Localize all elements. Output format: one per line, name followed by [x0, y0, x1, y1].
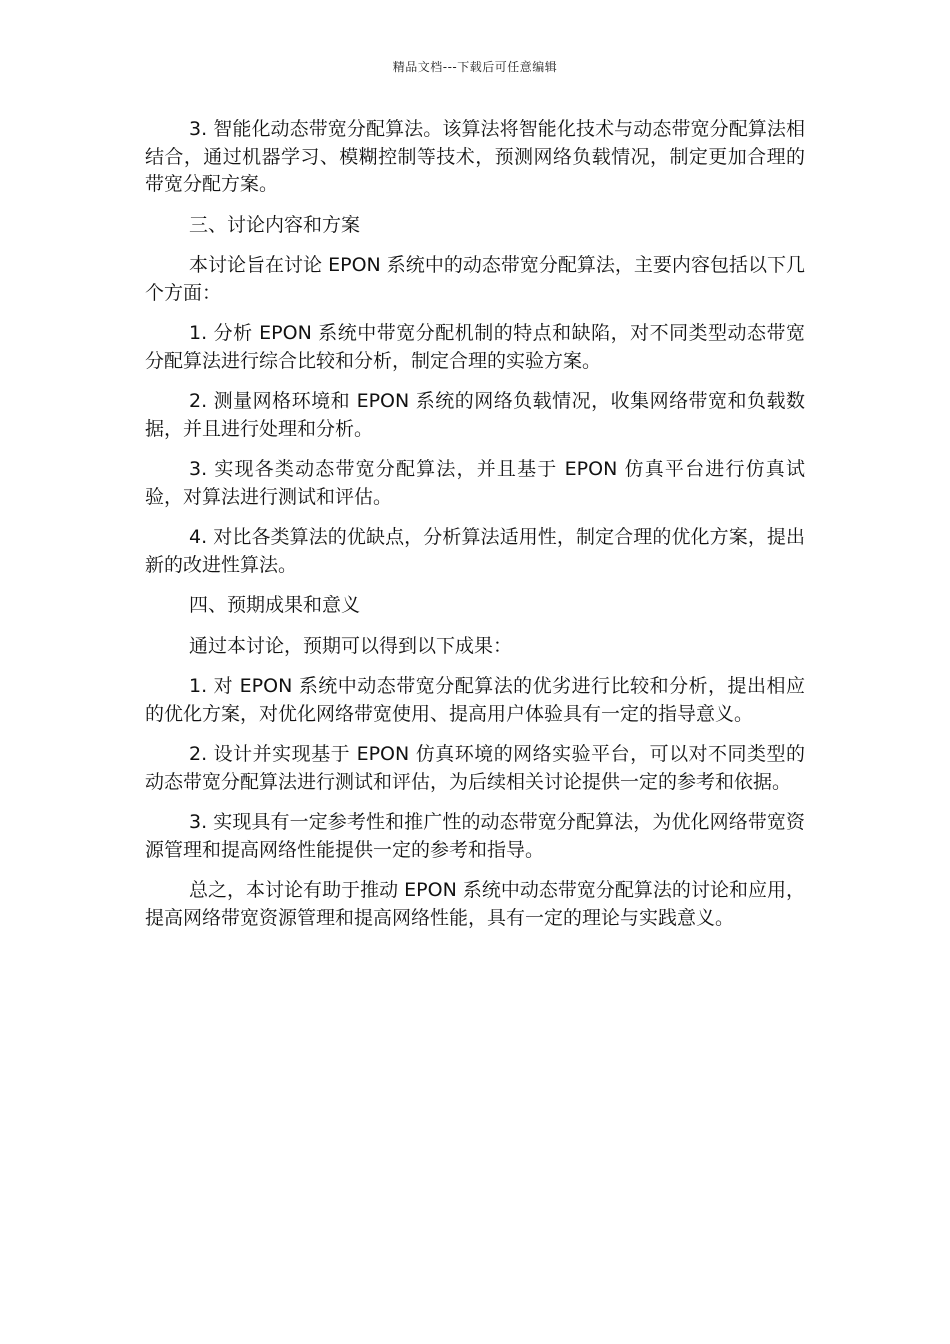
paragraph-result-item-1: 1. 对 EPON 系统中动态带宽分配算法的优劣进行比较和分析，提出相应的优化方案，对优化网络带宽使用、提高用户体验具有一定的指导意义。 — [145, 675, 805, 725]
paragraph-result-item-3: 3. 实现具有一定参考性和推广性的动态带宽分配算法，为优化网络带宽资源管理和提高网络性能提供一定的参考和指导。 — [145, 811, 805, 861]
paragraph-result-item-2: 2. 设计并实现基于 EPON 仿真环境的网络实验平台，可以对不同类型的动态带宽分配算法进行测试和评估，为后续相关讨论提供一定的参考和依据。 — [145, 743, 805, 793]
paragraph-plan-item-3: 3. 实现各类动态带宽分配算法，并且基于 EPON 仿真平台进行仿真试验，对算法进行测试和评估。 — [145, 458, 805, 508]
section-heading-expected-results: 四、预期成果和意义 — [189, 594, 361, 616]
paragraph-results-intro: 通过本讨论，预期可以得到以下成果： — [189, 634, 513, 657]
document-body — [145, 116, 805, 945]
paragraph-plan-item-2: 2. 测量网格环境和 EPON 系统的网络负载情况，收集网络带宽和负载数据，并且进行处理和分析。 — [145, 390, 805, 440]
paragraph-conclusion: 总之，本讨论有助于推动 EPON 系统中动态带宽分配算法的讨论和应用，提高网络带宽资源管理和提高网络性能，具有一定的理论与实践意义。 — [145, 879, 805, 929]
paragraph-plan-item-1: 1. 分析 EPON 系统中带宽分配机制的特点和缺陷，对不同类型动态带宽分配算法进行综合比较和分析，制定合理的实验方案。 — [145, 322, 805, 372]
paragraph-intro: 本讨论旨在讨论 EPON 系统中的动态带宽分配算法，主要内容包括以下几个方面： — [145, 254, 805, 304]
section-heading-content-plan: 三、讨论内容和方案 — [189, 213, 361, 236]
paragraph-plan-item-4: 4. 对比各类算法的优缺点，分析算法适用性，制定合理的优化方案，提出新的改进性算法。 — [145, 526, 805, 576]
paragraph-item-3-intelligent-dba: 3. 智能化动态带宽分配算法。该算法将智能化技术与动态带宽分配算法相结合，通过机器学习、模糊控制等技术，预测网络负载情况，制定更加合理的带宽分配方案。 — [145, 118, 805, 195]
page-header: 精品文档---下载后可任意编辑 — [392, 60, 558, 74]
